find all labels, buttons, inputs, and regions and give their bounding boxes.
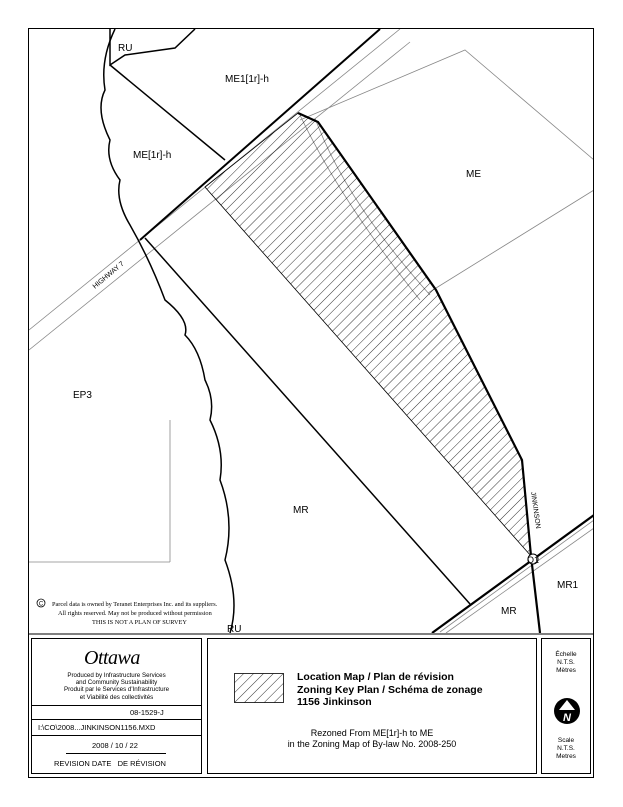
street-label-highway: HIGHWAY 7 (91, 260, 126, 291)
ottawa-logo: Ottawa (84, 647, 140, 669)
legend-title: Location Map / Plan de révision Zoning Key Plan / Schéma de zonage 1156 Jinkinson (297, 671, 483, 708)
copyright-line-3: THIS IS NOT A PLAN OF SURVEY (92, 619, 187, 626)
zone-label-ru-top: RU (118, 43, 133, 54)
zone-label-mr-center: MR (293, 505, 309, 516)
svg-text:C: C (38, 601, 44, 608)
zone-label-me: ME (466, 169, 481, 180)
file-path: I:\CO\2008...JINKINSON1156.MXD (38, 723, 156, 732)
revision-date: 2008 / 10 / 22 (92, 741, 138, 750)
legend-panel (207, 638, 537, 774)
zone-label-ru-bottom: RU (227, 624, 242, 635)
producer-text: Produced by Infrastructure Services and Community Sustainability Produit par le Services d'Infrastructure et Viabilité des collectivités (63, 672, 170, 701)
zone-label-mr1: MR1 (557, 580, 579, 591)
rezoning-note: Rezoned From ME[1r]-h to ME in the Zoning Map of By-law No. 2008-250 (287, 728, 457, 749)
zone-label-me-1r: ME[1r]-h (133, 150, 172, 161)
zone-label-ep3: EP3 (73, 390, 92, 401)
scale-panel (541, 638, 591, 774)
marker-label: O1 (527, 555, 540, 565)
revision-label: REVISION DATE DE RÉVISION (54, 759, 166, 768)
legend-hatch-swatch (234, 673, 284, 703)
file-number: 08-1529-J (130, 708, 164, 717)
north-arrow-icon (552, 696, 582, 726)
scale-text-en: Scale N.T.S. Metres (556, 737, 576, 760)
copyright-line-1: Parcel data is owned by Teranet Enterprises Inc. and its suppliers. (52, 601, 218, 608)
svg-text:N: N (563, 712, 571, 724)
zone-label-me1: ME1[1r]-h (225, 74, 269, 85)
producer-panel (31, 638, 202, 774)
scale-text-fr: Échelle N.T.S. Mètres (555, 651, 577, 674)
copyright-line-2: All rights reserved. May not be produced without permission (58, 610, 212, 617)
zone-label-mr-bottom: MR (501, 606, 517, 617)
street-label-jinkinson: JINKINSON (529, 491, 542, 530)
